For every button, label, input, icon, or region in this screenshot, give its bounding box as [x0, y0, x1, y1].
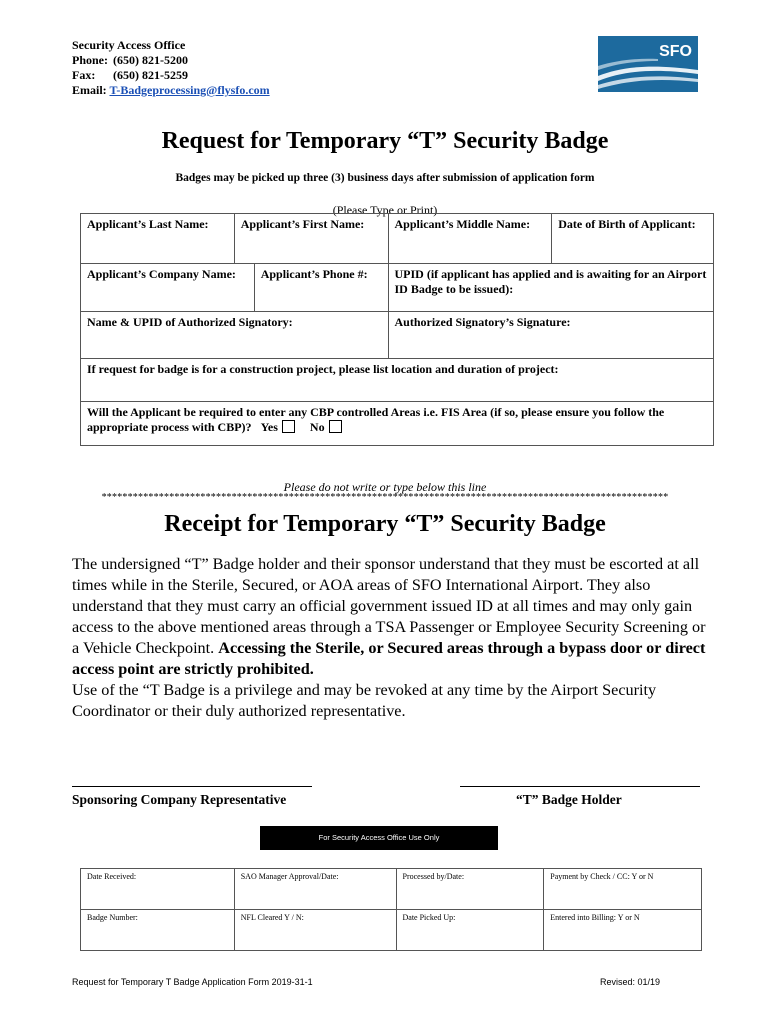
yes-checkbox[interactable]	[282, 420, 295, 433]
cbp-areas-field	[81, 402, 714, 446]
email-line	[72, 83, 270, 98]
phone-number: (650) 821-5200	[113, 53, 188, 67]
receipt-title: Receipt for Temporary “T” Security Badge	[164, 511, 606, 537]
office-use-table	[80, 868, 702, 951]
holder-signature-line[interactable]	[460, 786, 700, 787]
cbp-question: Will the Applicant be required to enter any CBP controlled Areas i.e. FIS Area (if so, please ensure you follow the appropriate process with CBP)?	[87, 405, 665, 434]
sfo-logo	[598, 36, 698, 92]
yes-label: Yes	[260, 420, 278, 434]
billing-field[interactable]: Entered into Billing: Y or N	[544, 910, 702, 951]
office-use-banner: For Security Access Office Use Only	[260, 826, 498, 850]
holder-label: “T” Badge Holder	[516, 792, 622, 807]
email-link[interactable]: T-Badgeprocessing@flysfo.com	[109, 83, 270, 97]
do-not-write-note: Please do not write or type below this line	[283, 480, 487, 494]
receipt-prohibited-notice: Accessing the Sterile, or Secured areas through a bypass door or direct access point are strictly prohibited.	[72, 639, 706, 678]
company-name-field[interactable]: Applicant’s Company Name:	[81, 264, 255, 312]
fax-label: Fax:	[72, 68, 96, 82]
phone-line	[72, 53, 270, 68]
phone-field[interactable]: Applicant’s Phone #:	[254, 264, 388, 312]
office-name: Security Access Office	[72, 38, 186, 52]
receipt-paragraph-2: Use of the “T Badge is a privilege and may be revoked at any time by the Airport Security Coordinator or their duly authorized representative.	[72, 681, 657, 720]
no-label: No	[309, 420, 325, 434]
phone-label: Phone:	[72, 53, 108, 67]
last-name-field[interactable]: Applicant’s Last Name:	[81, 214, 235, 264]
star-divider: *************************************************************************************************************	[101, 492, 669, 503]
application-table	[80, 213, 714, 446]
sponsor-label: Sponsoring Company Representative	[72, 792, 287, 807]
first-name-field[interactable]: Applicant’s First Name:	[234, 214, 388, 264]
upid-field[interactable]: UPID (if applicant has applied and is awaiting for an Airport ID Badge to be issued):	[388, 264, 713, 312]
construction-project-field[interactable]: If request for badge is for a construction project, please list location and duration of project:	[81, 359, 714, 402]
processed-by-field[interactable]: Processed by/Date:	[396, 869, 544, 910]
type-print-note: (Please Type or Print)	[332, 203, 438, 217]
contact-block	[72, 38, 270, 98]
request-title: Request for Temporary “T” Security Badge	[161, 128, 609, 154]
fax-line	[72, 68, 270, 83]
footer-revised: Revised: 01/19	[600, 977, 661, 987]
nfl-cleared-field[interactable]: NFL Cleared Y / N:	[234, 910, 396, 951]
date-of-birth-field[interactable]: Date of Birth of Applicant:	[552, 214, 714, 264]
fax-number: (650) 821-5259	[113, 68, 188, 82]
sao-approval-field[interactable]: SAO Manager Approval/Date:	[234, 869, 396, 910]
middle-name-field[interactable]: Applicant’s Middle Name:	[388, 214, 552, 264]
no-checkbox[interactable]	[329, 420, 342, 433]
email-label: Email:	[72, 83, 107, 97]
footer-form-id: Request for Temporary T Badge Application Form 2019-31-1	[72, 977, 313, 987]
date-picked-up-field[interactable]: Date Picked Up:	[396, 910, 544, 951]
logo-text: SFO	[659, 43, 692, 60]
badge-number-field[interactable]: Badge Number:	[81, 910, 235, 951]
receipt-text	[72, 554, 712, 722]
payment-field[interactable]: Payment by Check / CC: Y or N	[544, 869, 702, 910]
request-subtitle: Badges may be picked up three (3) business days after submission of application form	[175, 172, 595, 184]
receipt-paragraph-1: The undersigned “T” Badge holder and their sponsor understand that they must be escorted at all times while in the Sterile, Secured, or AOA areas of SFO International Airport. They also understand that they must carry an official government issued ID at all times and may only gain access to the above mentioned areas through a TSA Passenger or Employee Security Screening or a Vehicle Checkpoint.	[72, 555, 706, 657]
authorized-signatory-field[interactable]: Name & UPID of Authorized Signatory:	[81, 312, 389, 359]
sponsor-signature-line[interactable]	[72, 786, 312, 787]
signatory-signature-field[interactable]: Authorized Signatory’s Signature:	[388, 312, 713, 359]
date-received-field[interactable]: Date Received:	[81, 869, 235, 910]
